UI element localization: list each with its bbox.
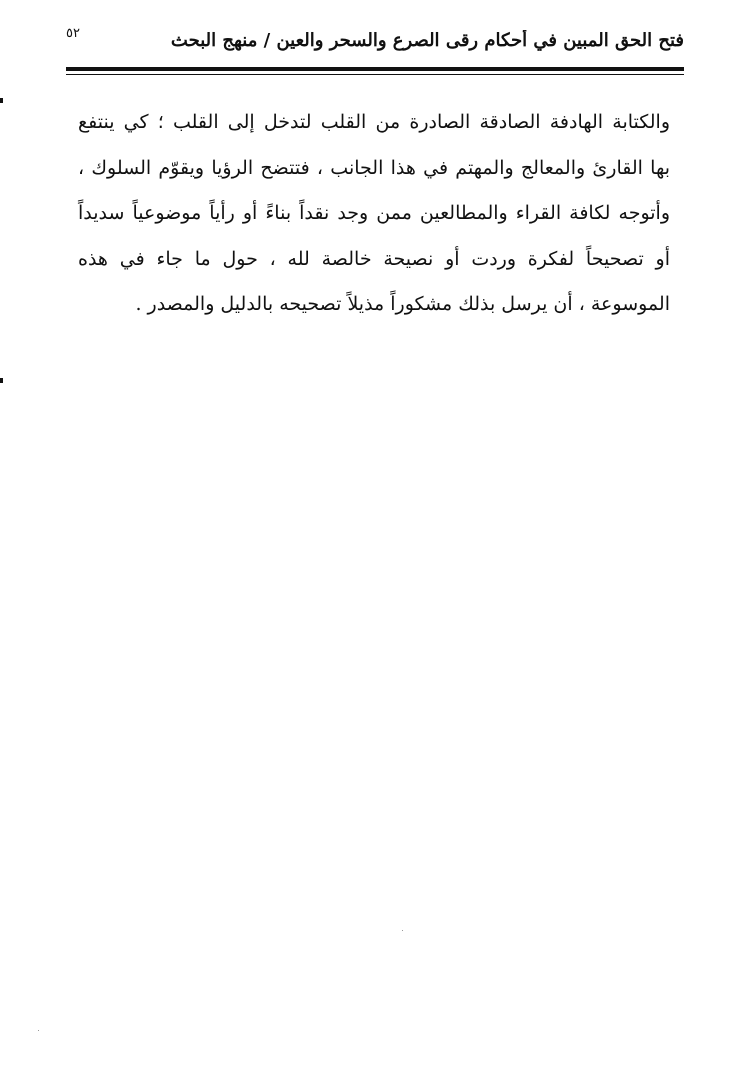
body-line: الموسوعة ، أن يرسل بذلك مشكوراً مذيلاً تصحيحه بالدليل والمصدر . [135,293,670,315]
body-line: والكتابة الهادفة الصادقة الصادرة من القلب لتدخل إلى القلب ؛ كي ينتفع [78,111,670,133]
body-line: أو تصحيحاً لفكرة وردت أو نصيحة خالصة لله ، حول ما جاء في هذه [78,247,670,270]
body-line: وأتوجه لكافة القراء والمطالعين ممن وجد نقداً بناءً أو رأياً موضوعياً سديداً [78,202,670,224]
scan-margin-mark [0,98,3,103]
body-line: بها القارئ والمعالج والمهتم في هذا الجانب ، فتتضح الرؤيا ويقوّم السلوك ، [78,156,670,179]
scan-speck [38,1030,39,1031]
header-rule-thin [66,74,684,75]
scan-speck [402,930,403,931]
scan-margin-mark [0,378,3,383]
running-header: فتح الحق المبين في أحكام رقى الصرع والسحر والعين / منهج البحث [170,30,684,51]
body-paragraph [78,100,670,328]
header-rule-thick [66,67,684,71]
page-number: ٥٢ [66,26,80,41]
